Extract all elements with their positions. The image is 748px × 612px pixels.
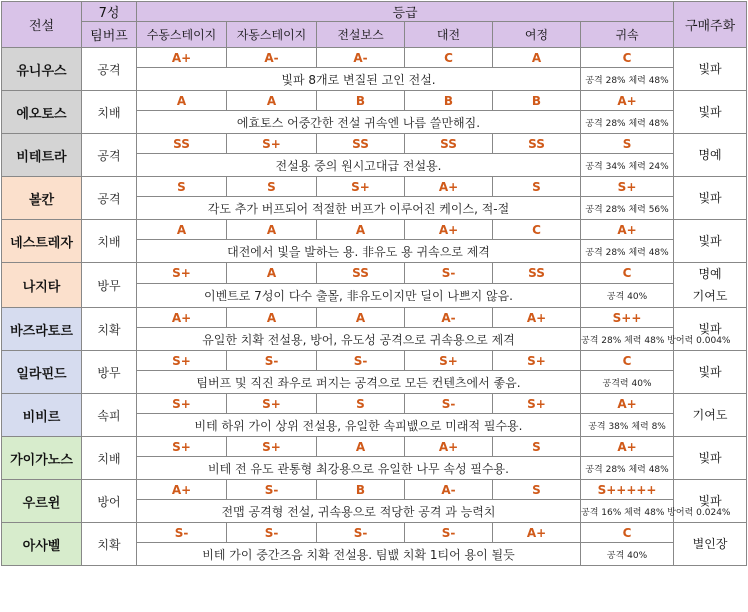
buy-currency <box>674 91 747 134</box>
grade-cell: S++ <box>581 308 674 328</box>
grade-cell: C <box>581 48 674 68</box>
grade-cell: S <box>581 134 674 154</box>
grade-cell: A+ <box>581 91 674 111</box>
table-row <box>2 48 747 68</box>
grade-cell: B <box>405 91 493 111</box>
grade-cell: A+ <box>581 220 674 240</box>
grade-cell: A+ <box>405 220 493 240</box>
grade-cell: S+ <box>581 177 674 197</box>
table-row <box>2 91 747 111</box>
grade-cell: A+ <box>137 308 227 328</box>
buy-currency-label: 빛파 <box>698 322 722 336</box>
legend-name: 볼칸 <box>2 177 82 220</box>
table-row <box>2 394 747 414</box>
grade-cell: SS <box>317 263 405 284</box>
grade-cell: A <box>227 91 317 111</box>
team-buff: 공격 <box>82 48 137 91</box>
team-buff: 공격 <box>82 134 137 177</box>
legend-description: 전맵 공격형 전설, 귀속용으로 적당한 공격 과 능력치 <box>137 500 581 523</box>
legend-description: 에효토스 어중간한 전설 귀속엔 나름 쓸만해짐. <box>137 111 581 134</box>
legend-name: 에오토스 <box>2 91 82 134</box>
grade-cell: A+ <box>581 394 674 414</box>
buy-currency-label: 빛파 <box>698 494 722 508</box>
buy-currency <box>674 177 747 220</box>
bind-stat: 공격 28% 체력 48% <box>581 68 674 91</box>
table-body <box>2 48 747 566</box>
legend-description: 빛파 8개로 변질된 고인 전설. <box>137 68 581 91</box>
header-battle: 대전 <box>405 22 493 48</box>
team-buff: 방어 <box>82 480 137 523</box>
grade-cell: C <box>405 48 493 68</box>
grade-cell: S+ <box>493 351 581 371</box>
grade-cell: A- <box>317 48 405 68</box>
buy-currency <box>674 523 747 566</box>
grade-cell: A+ <box>405 437 493 457</box>
legend-name: 비테트라 <box>2 134 82 177</box>
legend-name: 네스트레자 <box>2 220 82 263</box>
legend-description: 비테 하위 가이 상위 전설용, 유일한 속피뱂으로 미래적 필수용. <box>137 414 581 437</box>
grade-cell: A+ <box>493 308 581 328</box>
grade-cell: B <box>317 91 405 111</box>
team-buff: 속피 <box>82 394 137 437</box>
bind-stat: 공격 28% 체력 48% 방어력 0.004% <box>581 328 674 351</box>
buy-currency-label: 빛파 <box>698 62 722 76</box>
grade-cell: S- <box>227 351 317 371</box>
buy-currency <box>674 263 747 308</box>
grade-cell: A <box>227 263 317 284</box>
grade-cell: A+ <box>137 48 227 68</box>
grade-cell: C <box>581 351 674 371</box>
legend-name: 비비르 <box>2 394 82 437</box>
grade-cell: S <box>493 177 581 197</box>
grade-cell: S- <box>227 480 317 500</box>
bind-stat: 공격 40% <box>581 283 674 307</box>
legend-name: 나지타 <box>2 263 82 308</box>
header-team-buff: 팀버프 <box>82 22 137 48</box>
buy-currency <box>674 437 747 480</box>
grade-cell: C <box>581 263 674 284</box>
grade-cell: SS <box>493 134 581 154</box>
grade-cell: S+ <box>137 394 227 414</box>
bind-stat: 공격 16% 체력 48% 방어력 0.024% <box>581 500 674 523</box>
grade-cell: A <box>317 437 405 457</box>
legend-description: 팀버프 및 직진 좌우로 퍼지는 공격으로 모든 컨텐츠에서 좋음. <box>137 371 581 394</box>
bind-stat: 공격 28% 체력 56% <box>581 197 674 220</box>
buy-currency <box>674 394 747 437</box>
grade-cell: S+ <box>317 177 405 197</box>
buy-currency-label: 빛파 <box>698 191 722 205</box>
team-buff: 치배 <box>82 220 137 263</box>
grade-cell: S <box>493 437 581 457</box>
legend-description: 비테 전 유도 관통형 최강용으로 유일한 나무 속성 필수용. <box>137 457 581 480</box>
grade-cell: SS <box>137 134 227 154</box>
header-grade: 등급 <box>137 2 674 22</box>
header-manual-stage: 수동스테이지 <box>137 22 227 48</box>
grade-cell: S+ <box>137 351 227 371</box>
grade-cell: S+ <box>227 134 317 154</box>
grade-cell: A <box>137 220 227 240</box>
grade-cell: S- <box>137 523 227 543</box>
grade-cell: SS <box>493 263 581 284</box>
grade-cell: A <box>227 220 317 240</box>
header-bind: 귀속 <box>581 22 674 48</box>
bind-stat: 공격 40% <box>581 543 674 566</box>
header-seven-star: 7성 <box>82 2 137 22</box>
buy-currency <box>674 220 747 263</box>
grade-cell: A- <box>405 480 493 500</box>
legend-tier-table <box>1 1 747 566</box>
team-buff: 공격 <box>82 177 137 220</box>
header-legend: 전설 <box>2 2 82 48</box>
grade-cell: C <box>493 220 581 240</box>
header-legend-boss: 전설보스 <box>317 22 405 48</box>
bind-stat: 공격 34% 체력 24% <box>581 154 674 177</box>
team-buff: 방무 <box>82 263 137 308</box>
bind-stat: 공격력 40% <box>581 371 674 394</box>
team-buff: 치배 <box>82 91 137 134</box>
grade-cell: S+++++ <box>581 480 674 500</box>
table-header <box>2 2 747 48</box>
table-row <box>2 437 747 457</box>
grade-cell: C <box>581 523 674 543</box>
grade-cell: A <box>227 308 317 328</box>
grade-cell: S- <box>227 523 317 543</box>
grade-cell: A <box>317 308 405 328</box>
grade-cell: S- <box>317 351 405 371</box>
grade-cell: B <box>317 480 405 500</box>
buy-currency-label: 기여도 <box>692 408 728 422</box>
bind-stat: 공격 28% 체력 48% <box>581 240 674 263</box>
grade-cell: S+ <box>227 394 317 414</box>
table-row <box>2 480 747 500</box>
buy-currency-label: 빛파 <box>698 105 722 119</box>
legend-description: 이벤트로 7성이 다수 출몰, 非유도이지만 딜이 나쁘지 않음. <box>137 283 581 307</box>
grade-cell: A <box>137 91 227 111</box>
buy-currency <box>674 48 747 91</box>
grade-cell: SS <box>405 134 493 154</box>
buy-currency-label: 별인장 <box>692 537 728 551</box>
grade-cell: A+ <box>137 480 227 500</box>
grade-cell: A+ <box>493 523 581 543</box>
legend-name: 우르윈 <box>2 480 82 523</box>
grade-cell: S+ <box>227 437 317 457</box>
legend-name: 일라핀드 <box>2 351 82 394</box>
legend-name: 바즈라토르 <box>2 308 82 351</box>
grade-cell: A <box>317 220 405 240</box>
grade-cell: A- <box>227 48 317 68</box>
legend-name: 유니우스 <box>2 48 82 91</box>
grade-cell: S- <box>405 394 493 414</box>
bind-stat: 공격 28% 체력 48% <box>581 111 674 134</box>
buy-currency-label: 기여도 <box>692 289 728 303</box>
bind-stat: 공격 38% 체력 8% <box>581 414 674 437</box>
legend-description: 대전에서 빛을 발하는 용. 非유도 용 귀속으로 제격 <box>137 240 581 263</box>
table-row <box>2 523 747 543</box>
legend-name: 가이가노스 <box>2 437 82 480</box>
grade-cell: S- <box>405 523 493 543</box>
grade-cell: B <box>493 91 581 111</box>
grade-cell: A- <box>405 308 493 328</box>
grade-cell: S- <box>405 263 493 284</box>
buy-currency-label: 빛파 <box>698 234 722 248</box>
grade-cell: S- <box>317 523 405 543</box>
legend-description: 각도 추가 버프되어 적절한 버프가 이루어진 케이스, 적-절 <box>137 197 581 220</box>
team-buff: 치배 <box>82 437 137 480</box>
table-row <box>2 308 747 328</box>
team-buff: 치확 <box>82 523 137 566</box>
header-buy-currency: 구매주화 <box>674 2 747 48</box>
header-auto-stage: 자동스테이지 <box>227 22 317 48</box>
header-journey: 여정 <box>493 22 581 48</box>
table-row <box>2 220 747 240</box>
team-buff: 방무 <box>82 351 137 394</box>
buy-currency-label: 명예 <box>698 267 722 281</box>
grade-cell: S <box>137 177 227 197</box>
grade-cell: SS <box>317 134 405 154</box>
buy-currency <box>674 351 747 394</box>
bind-stat: 공격 28% 체력 48% <box>581 457 674 480</box>
grade-cell: A+ <box>405 177 493 197</box>
table-row <box>2 263 747 284</box>
grade-cell: S <box>317 394 405 414</box>
legend-name: 아사벨 <box>2 523 82 566</box>
legend-description: 유일한 치확 전설용, 방어, 유도성 공격으로 귀속용으로 제격 <box>137 328 581 351</box>
grade-cell: S+ <box>137 263 227 284</box>
grade-cell: S <box>227 177 317 197</box>
grade-cell: S+ <box>405 351 493 371</box>
buy-currency-label: 빛파 <box>698 365 722 379</box>
grade-cell: S+ <box>137 437 227 457</box>
grade-cell: A+ <box>581 437 674 457</box>
buy-currency-label: 빛파 <box>698 451 722 465</box>
buy-currency <box>674 134 747 177</box>
table-row <box>2 351 747 371</box>
grade-cell: S+ <box>493 394 581 414</box>
table-row <box>2 177 747 197</box>
legend-description: 비테 가이 중간즈음 치확 전설용. 팀뱂 치확 1티어 용이 될듯 <box>137 543 581 566</box>
buy-currency-label: 명예 <box>698 148 722 162</box>
grade-cell: S <box>493 480 581 500</box>
table-row <box>2 134 747 154</box>
team-buff: 치확 <box>82 308 137 351</box>
legend-description: 전설용 중의 원시고대급 전설용. <box>137 154 581 177</box>
grade-cell: A <box>493 48 581 68</box>
